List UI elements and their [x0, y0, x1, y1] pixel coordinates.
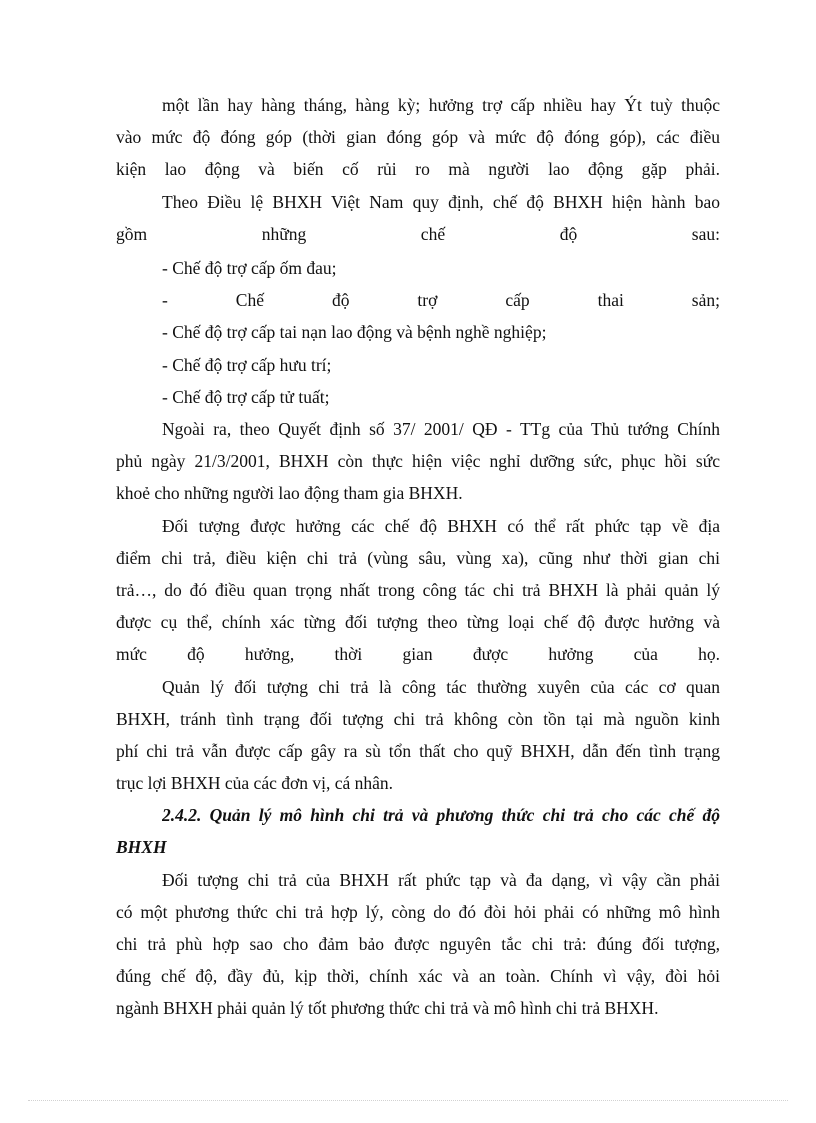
- text-line: vào mức độ đóng góp (thời gian đóng góp và mức độ đóng góp), các điều: [116, 127, 720, 147]
- list-item: - Chế độ trợ cấp tử tuất;: [162, 387, 330, 407]
- list-item: - Chế độ trợ cấp thai sản;: [162, 290, 720, 310]
- text-line: phủ ngày 21/3/2001, BHXH còn thực hiện việc nghỉ dưỡng sức, phục hồi sức: [116, 451, 720, 471]
- text-line: ngành BHXH phải quản lý tốt phương thức chi trả và mô hình chi trả BHXH.: [116, 998, 659, 1018]
- list-item: - Chế độ trợ cấp ốm đau;: [162, 258, 337, 278]
- text-line: có một phương thức chi trả hợp lý, còng do đó đòi hỏi phải có những mô hình: [116, 902, 720, 922]
- text-line: BHXH, tránh tình trạng đối tượng chi trả không còn tồn tại mà nguồn kinh: [116, 709, 720, 729]
- text-line: Quản lý đối tượng chi trả là công tác thường xuyên của các cơ quan: [162, 677, 720, 697]
- text-line: mức độ hưởng, thời gian được hưởng của họ.: [116, 644, 720, 664]
- text-line: Theo Điều lệ BHXH Việt Nam quy định, chế độ BHXH hiện hành bao: [162, 192, 720, 212]
- section-heading-continuation: BHXH: [116, 837, 167, 857]
- text-line: kiện lao động và biến cố rủi ro mà người lao động gặp phải.: [116, 159, 720, 179]
- text-line: một lần hay hàng tháng, hàng kỳ; hưởng trợ cấp nhiều hay Ýt tuỳ thuộc: [162, 95, 720, 115]
- text-line: chi trả phù hợp sao cho đảm bảo được nguyên tắc chi trả: đúng đối tượng,: [116, 934, 720, 954]
- text-line: trục lợi BHXH của các đơn vị, cá nhân.: [116, 773, 394, 793]
- section-heading: 2.4.2. Quản lý mô hình chi trả và phương thức chi trả cho các chế độ: [162, 805, 720, 825]
- list-item: - Chế độ trợ cấp tai nạn lao động và bệnh nghề nghiệp;: [162, 322, 547, 342]
- page-footer-rule: [28, 1100, 788, 1101]
- text-line: điểm chi trả, điều kiện chi trả (vùng sâu, vùng xa), cũng như thời gian chi: [116, 548, 720, 568]
- text-line: Ngoài ra, theo Quyết định số 37/ 2001/ QĐ - TTg của Thủ tướng Chính: [162, 419, 720, 439]
- text-line: được cụ thể, chính xác từng đối tượng theo từng loại chế độ được hưởng và: [116, 612, 720, 632]
- list-item: - Chế độ trợ cấp hưu trí;: [162, 355, 332, 375]
- text-line: khoẻ cho những người lao động tham gia BHXH.: [116, 483, 463, 503]
- text-line: gồm những chế độ sau:: [116, 224, 720, 244]
- text-line: Đối tượng chi trả của BHXH rất phức tạp và đa dạng, vì vậy cần phải: [162, 870, 720, 890]
- text-line: trả…, do đó điều quan trọng nhất trong công tác chi trả BHXH là phải quản lý: [116, 580, 720, 600]
- text-line: đúng chế độ, đầy đủ, kịp thời, chính xác và an toàn. Chính vì vậy, đòi hỏi: [116, 966, 720, 986]
- text-line: phí chi trả vẫn được cấp gây ra sù tổn thất cho quỹ BHXH, dẫn đến tình trạng: [116, 741, 720, 761]
- text-line: Đối tượng được hưởng các chế độ BHXH có thể rất phức tạp về địa: [162, 516, 720, 536]
